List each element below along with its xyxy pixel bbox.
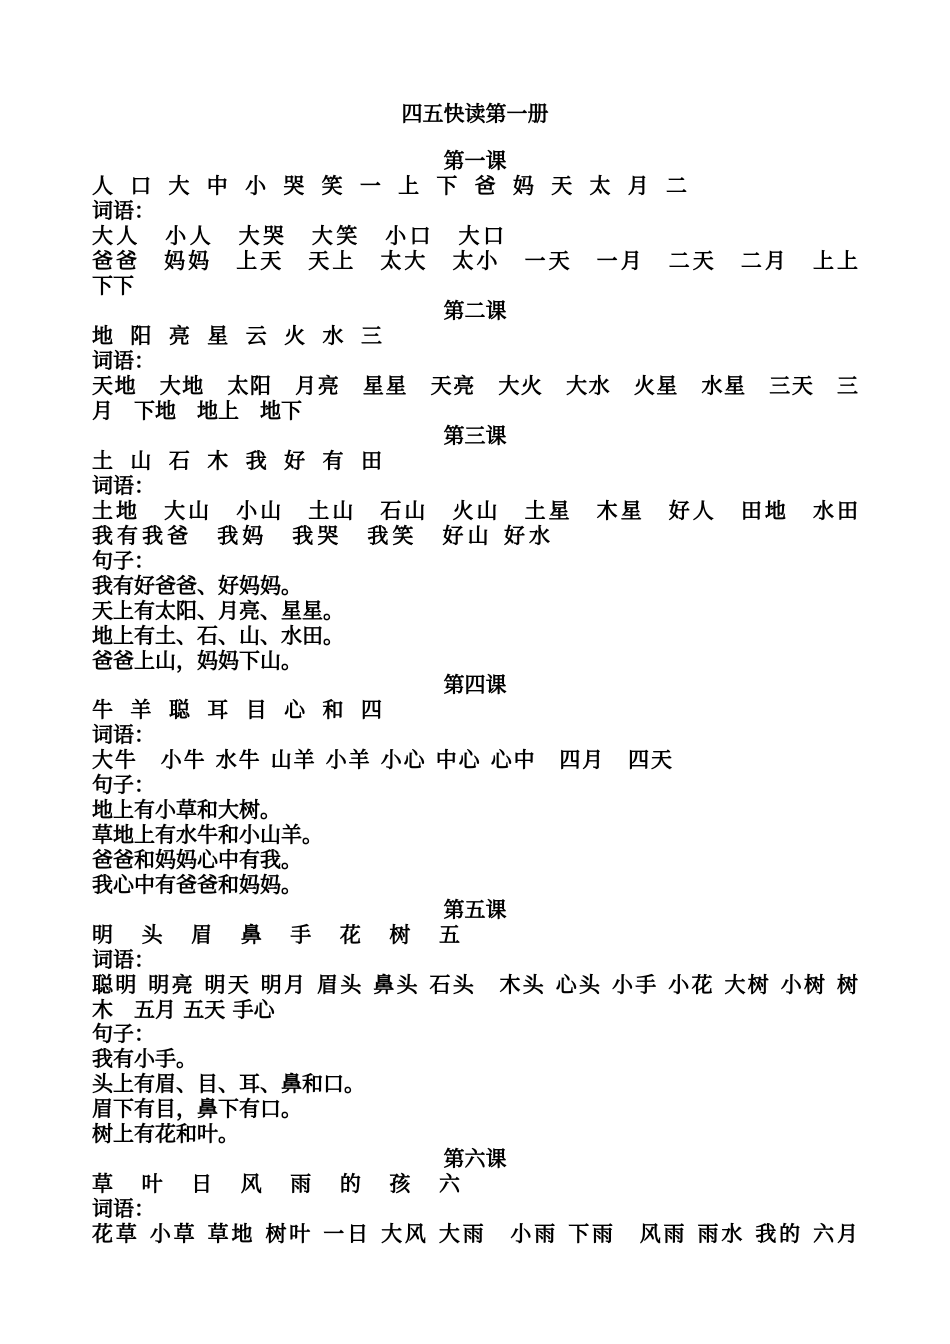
sentence-line: 爸爸和妈妈心中有我。 <box>92 847 302 872</box>
lesson-characters: 明 头 眉 鼻 手 花 树 五 <box>92 922 460 947</box>
words-line: 天地 大地 太阳 月亮 星星 天亮 大火 大水 火星 水星 三天 三 <box>92 373 858 398</box>
words-line: 月 下地 地上 地下 <box>92 398 302 423</box>
sentence-line: 眉下有目，鼻下有口。 <box>92 1096 302 1121</box>
words-label: 词语： <box>92 348 155 373</box>
words-line: 我有我爸 我妈 我哭 我笑 好山 好水 <box>92 523 550 548</box>
sentence-line: 我有小手。 <box>92 1046 197 1071</box>
lesson-characters: 牛 羊 聪 耳 目 心 和 四 <box>92 697 382 722</box>
words-line: 爸爸 妈妈 上天 天上 太大 太小 一天 一月 二天 二月 上上 <box>92 248 858 273</box>
words-line: 土地 大山 小山 土山 石山 火山 土星 木星 好人 田地 水田 <box>92 498 858 523</box>
lesson-heading: 第三课 <box>443 423 507 448</box>
words-line: 下下 <box>92 273 134 298</box>
lesson-characters: 草 叶 日 风 雨 的 孩 六 <box>92 1171 460 1196</box>
sentences-label: 句子： <box>92 1021 155 1046</box>
words-label: 词语： <box>92 198 155 223</box>
words-line: 花草 小草 草地 树叶 一日 大风 大雨 小雨 下雨 风雨 雨水 我的 六月 <box>92 1221 858 1246</box>
words-label: 词语： <box>92 473 155 498</box>
sentence-line: 我心中有爸爸和妈妈。 <box>92 872 302 897</box>
words-label: 词语： <box>92 947 155 972</box>
sentence-line: 我有好爸爸、好妈妈。 <box>92 573 302 598</box>
lesson-heading: 第二课 <box>443 298 507 323</box>
sentence-line: 草地上有水牛和小山羊。 <box>92 822 323 847</box>
lesson-characters: 地 阳 亮 星 云 火 水 三 <box>92 323 382 348</box>
sentence-line: 天上有太阳、月亮、星星。 <box>92 598 344 623</box>
words-label: 词语： <box>92 1196 155 1221</box>
words-label: 词语： <box>92 722 155 747</box>
sentence-line: 地上有小草和大树。 <box>92 797 281 822</box>
lesson-heading: 第一课 <box>443 148 507 173</box>
sentence-line: 头上有眉、目、耳、鼻和口。 <box>92 1071 365 1096</box>
sentences-label: 句子： <box>92 548 155 573</box>
sentence-line: 树上有花和叶。 <box>92 1121 239 1146</box>
document-title: 四五快读第一册 <box>401 101 549 126</box>
words-line: 大人 小人 大哭 大笑 小口 大口 <box>92 223 504 248</box>
lesson-characters: 土 山 石 木 我 好 有 田 <box>92 448 382 473</box>
words-line: 木 五月 五天 手心 <box>92 997 275 1022</box>
lesson-heading: 第六课 <box>443 1146 507 1171</box>
sentence-line: 爸爸上山，妈妈下山。 <box>92 648 302 673</box>
lesson-characters: 人 口 大 中 小 哭 笑 一 上 下 爸 妈 天 太 月 二 <box>92 173 687 198</box>
words-line: 聪明 明亮 明天 明月 眉头 鼻头 石头 木头 心头 小手 小花 大树 小树 树 <box>92 972 858 997</box>
lesson-heading: 第五课 <box>443 897 507 922</box>
lesson-heading: 第四课 <box>443 672 507 697</box>
words-line: 大牛 小牛 水牛 山羊 小羊 小心 中心 心中 四月 四天 <box>92 747 672 772</box>
sentence-line: 地上有土、石、山、水田。 <box>92 623 344 648</box>
sentences-label: 句子： <box>92 772 155 797</box>
